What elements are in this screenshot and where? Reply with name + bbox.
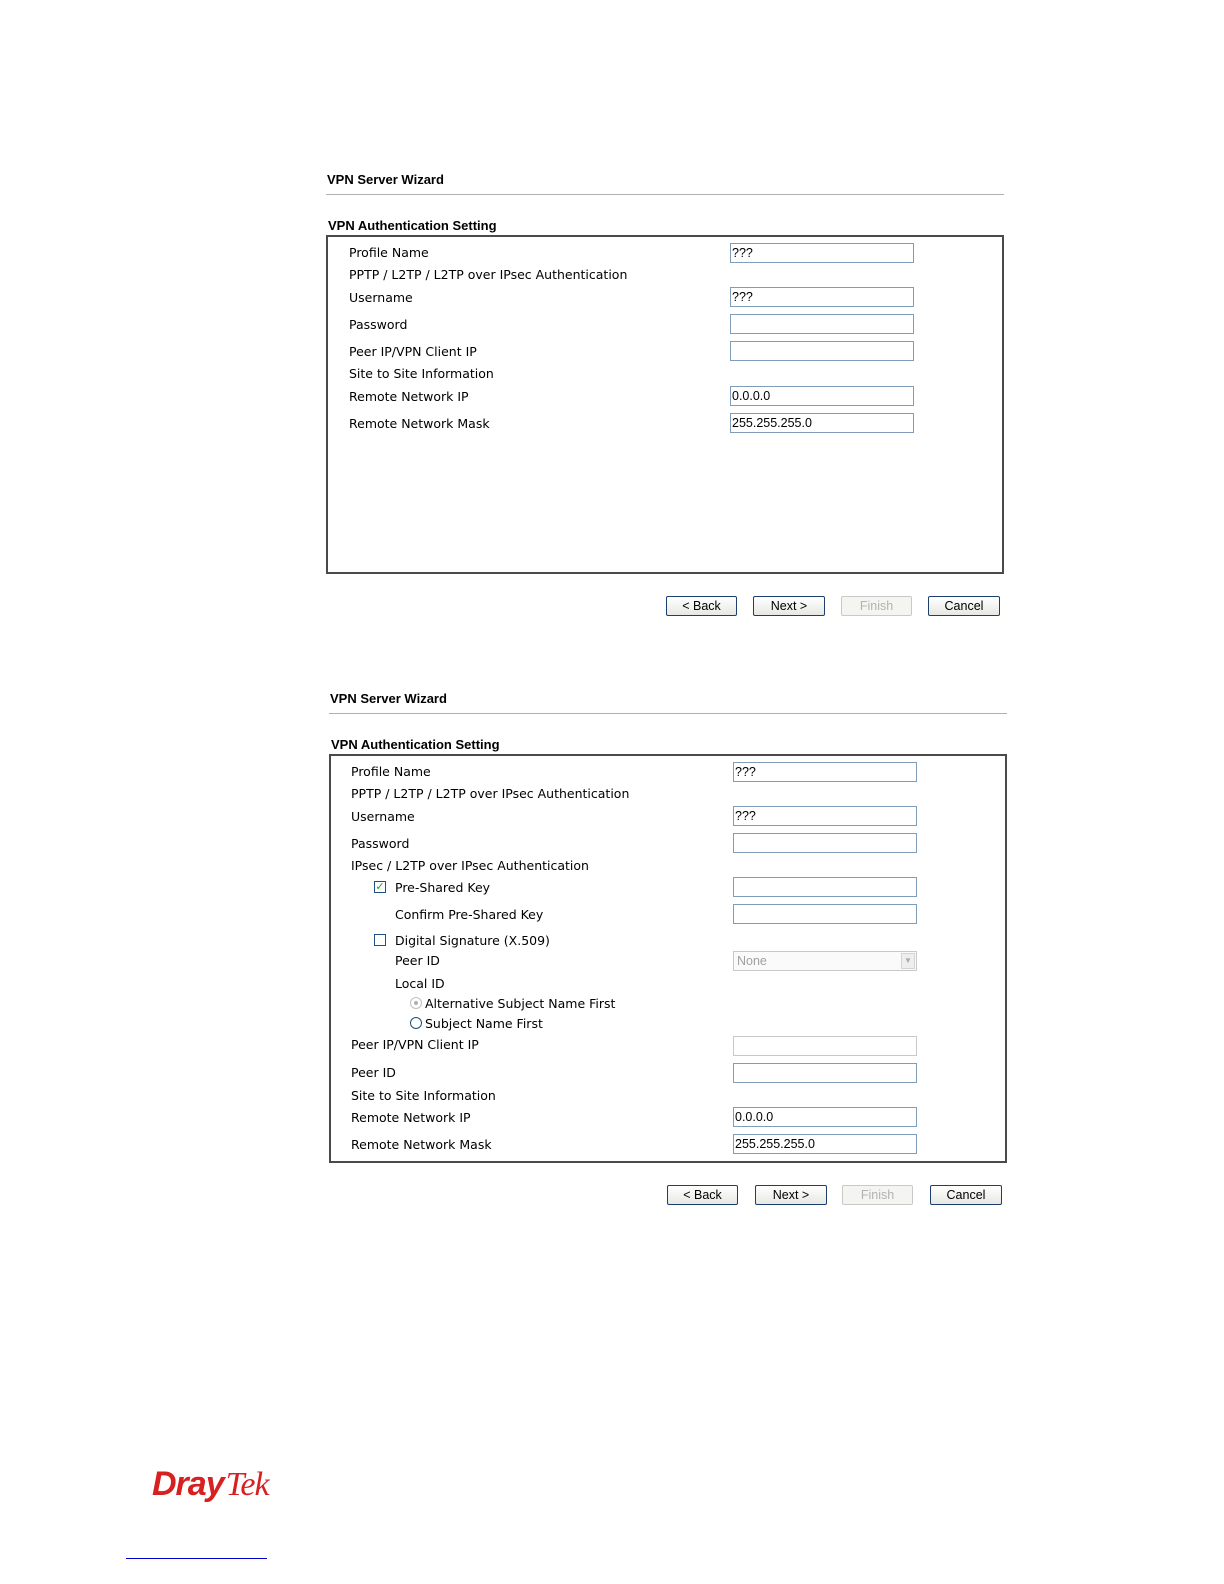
sig-peer-id-value: None (737, 954, 767, 968)
vpn-server-wizard-1 (326, 170, 1004, 616)
chevron-down-icon: ▼ (901, 953, 915, 969)
back-button[interactable]: < Back (667, 1185, 738, 1205)
subject-name-first-label: Subject Name First (425, 1016, 543, 1031)
pptp-auth-header: PPTP / L2TP / L2TP over IPsec Authentication (349, 267, 628, 282)
ipsec-auth-header: IPsec / L2TP over IPsec Authentication (351, 858, 589, 873)
auth-settings-panel (326, 235, 1004, 574)
pre-shared-key-label: Pre-Shared Key (395, 880, 491, 895)
title-divider (326, 194, 1004, 195)
confirm-psk-label: Confirm Pre-Shared Key (395, 907, 544, 922)
back-button[interactable]: < Back (666, 596, 737, 616)
sig-peer-id-label: Peer ID (395, 953, 440, 968)
logo-text-dray: Dray (152, 1465, 224, 1503)
section-title: VPN Authentication Setting (328, 218, 497, 233)
remote-ip-input[interactable]: 0.0.0.0 (733, 1107, 917, 1127)
logo-text-tek: Tek (225, 1466, 269, 1503)
remote-mask-label: Remote Network Mask (349, 416, 490, 431)
auth-settings-panel (329, 754, 1007, 1163)
title-divider (329, 713, 1007, 714)
username-label: Username (349, 290, 413, 305)
cancel-button[interactable]: Cancel (930, 1185, 1002, 1205)
alt-subject-label: Alternative Subject Name First (425, 996, 616, 1011)
draytek-logo (152, 1464, 269, 1505)
remote-ip-label: Remote Network IP (349, 389, 469, 404)
local-id-label: Local ID (395, 976, 445, 991)
remote-ip-label: Remote Network IP (351, 1110, 471, 1125)
remote-ip-input[interactable]: 0.0.0.0 (730, 386, 914, 406)
pre-shared-key-input[interactable] (733, 877, 917, 897)
section-title: VPN Authentication Setting (331, 737, 500, 752)
finish-button: Finish (842, 1185, 913, 1205)
digital-signature-label: Digital Signature (X.509) (395, 933, 550, 948)
remote-mask-label: Remote Network Mask (351, 1137, 492, 1152)
wizard-button-bar (326, 596, 1004, 616)
wizard-title: VPN Server Wizard (327, 172, 444, 187)
password-input[interactable] (733, 833, 917, 853)
password-input[interactable] (730, 314, 914, 334)
footer-link-rule (126, 1558, 267, 1559)
remote-mask-input[interactable]: 255.255.255.0 (733, 1134, 917, 1154)
pre-shared-key-checkbox[interactable] (374, 881, 386, 893)
site-to-site-header: Site to Site Information (349, 366, 494, 381)
peer-ip-input[interactable] (733, 1036, 917, 1056)
profile-name-input[interactable]: ??? (733, 762, 917, 782)
subject-name-first-radio[interactable] (410, 1017, 422, 1029)
profile-name-label: Profile Name (351, 764, 431, 779)
cancel-button[interactable]: Cancel (928, 596, 1000, 616)
site-to-site-header: Site to Site Information (351, 1088, 496, 1103)
next-button[interactable]: Next > (755, 1185, 827, 1205)
password-label: Password (349, 317, 408, 332)
digital-signature-checkbox[interactable] (374, 934, 386, 946)
finish-button: Finish (841, 596, 912, 616)
peer-ip-label: Peer IP/VPN Client IP (351, 1037, 479, 1052)
peer-ip-input[interactable] (730, 341, 914, 361)
profile-name-input[interactable]: ??? (730, 243, 914, 263)
peer-id-input[interactable] (733, 1063, 917, 1083)
confirm-psk-input[interactable] (733, 904, 917, 924)
password-label: Password (351, 836, 410, 851)
username-input[interactable]: ??? (733, 806, 917, 826)
wizard-button-bar (329, 1185, 1007, 1205)
profile-name-label: Profile Name (349, 245, 429, 260)
checkmark-icon: ✓ (375, 880, 385, 893)
peer-id-label: Peer ID (351, 1065, 396, 1080)
remote-mask-input[interactable]: 255.255.255.0 (730, 413, 914, 433)
wizard-title: VPN Server Wizard (330, 691, 447, 706)
next-button[interactable]: Next > (753, 596, 825, 616)
peer-ip-label: Peer IP/VPN Client IP (349, 344, 477, 359)
vpn-server-wizard-2 (329, 689, 1007, 1205)
sig-peer-id-select (733, 951, 917, 971)
pptp-auth-header: PPTP / L2TP / L2TP over IPsec Authentication (351, 786, 630, 801)
username-input[interactable]: ??? (730, 287, 914, 307)
username-label: Username (351, 809, 415, 824)
alt-subject-radio (410, 997, 422, 1009)
